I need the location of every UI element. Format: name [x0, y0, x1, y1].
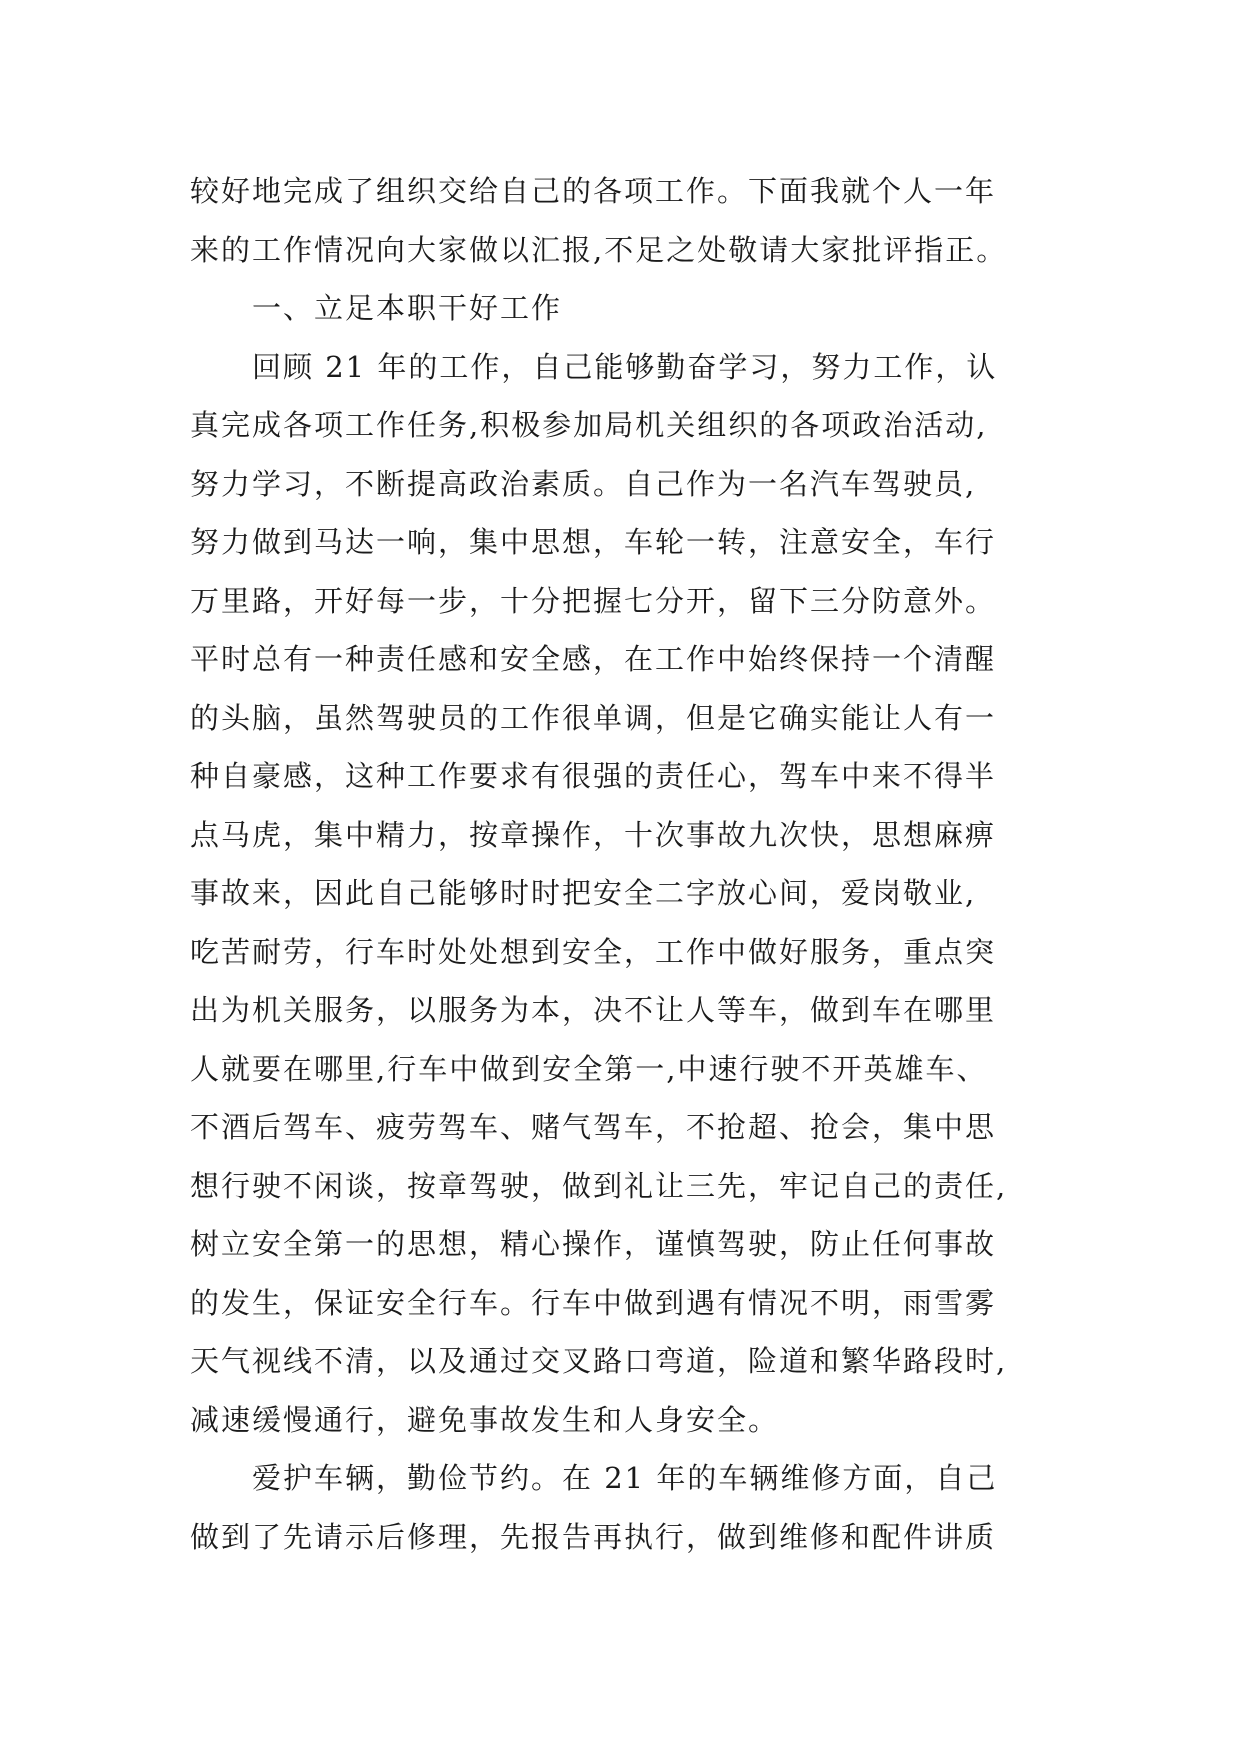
document-body	[190, 162, 1060, 1566]
text-line: 努力做到马达一响，集中思想，车轮一转，注意安全，车行	[190, 525, 997, 559]
text-line: 的发生，保证安全行车。行车中做到遇有情况不明，雨雪雾	[190, 1285, 997, 1320]
text-line: 出为机关服务，以服务为本，决不让人等车，做到车在哪里	[190, 993, 997, 1027]
text-line: 树立安全第一的思想，精心操作，谨慎驾驶，防止任何事故	[190, 1227, 997, 1261]
text-line: 较好地完成了组织交给自己的各项工作。下面我就个人一年	[190, 174, 997, 208]
text-line: 吃苦耐劳，行车时处处想到安全，工作中做好服务，重点突	[190, 934, 997, 969]
text-line: 平时总有一种责任感和安全感，在工作中始终保持一个清醒	[190, 642, 997, 676]
text-line: 做到了先请示后修理，先报告再执行，做到维修和配件讲质	[190, 1519, 997, 1554]
text-line: 人就要在哪里,行车中做到安全第一,中速行驶不开英雄车、	[190, 1051, 988, 1086]
text-line: 万里路，开好每一步，十分把握七分开，留下三分防意外。	[190, 583, 997, 618]
text-line: 不酒后驾车、疲劳驾车、赌气驾车，不抢超、抢会，集中思	[190, 1110, 997, 1144]
text-line: 天气视线不清，以及通过交叉路口弯道，险道和繁华路段时,	[190, 1344, 1008, 1378]
text-line: 想行驶不闲谈，按章驾驶，做到礼让三先，牢记自己的责任,	[190, 1168, 1008, 1203]
text-line: 爱护车辆，勤俭节约。在 21 年的车辆维修方面，自己	[252, 1461, 998, 1495]
text-line: 点马虎，集中精力，按章操作，十次事故九次快，思想麻痹	[190, 817, 997, 852]
text-line: 种自豪感，这种工作要求有很强的责任心，驾车中来不得半	[190, 759, 997, 793]
text-line: 一、立足本职干好工作	[252, 291, 563, 325]
text-line: 回顾 21 年的工作，自己能够勤奋学习，努力工作，认	[252, 349, 998, 384]
text-line: 真完成各项工作任务,积极参加局机关组织的各项政治活动,	[190, 408, 988, 442]
text-line: 事故来，因此自己能够时时把安全二字放心间，爱岗敬业,	[190, 876, 977, 910]
text-line: 来的工作情况向大家做以汇报,不足之处敬请大家批评指正。	[190, 232, 1008, 267]
text-line: 减速缓慢通行，避免事故发生和人身安全。	[190, 1402, 780, 1437]
text-line: 努力学习，不断提高政治素质。自己作为一名汽车驾驶员,	[190, 466, 977, 501]
text-line: 的头脑，虽然驾驶员的工作很单调，但是它确实能让人有一	[190, 700, 997, 735]
